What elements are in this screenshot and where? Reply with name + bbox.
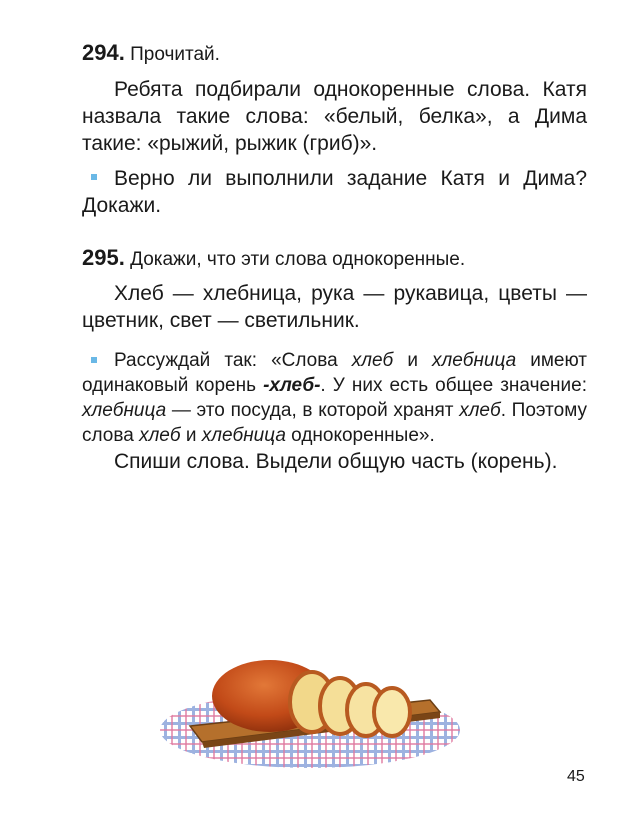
reasoning-text: имеют одинаковый корень <box>82 350 588 396</box>
reasoning-text: и <box>393 350 433 371</box>
example-word: хлебница <box>432 350 517 371</box>
exercise-295-final-task: Спиши слова. Выдели общую часть (корень). <box>114 450 558 473</box>
bullet-icon <box>91 357 97 363</box>
exercise-number: 294. <box>82 40 125 65</box>
example-word: хлеб <box>139 425 181 446</box>
example-word: хлебница <box>82 400 167 421</box>
example-word: хлебница <box>201 425 286 446</box>
root-word: -хлеб- <box>263 375 321 396</box>
bread-illustration <box>150 638 470 773</box>
exercise-294-text: Ребята подбирали однокоренные слова. Катя назвала такие слова: «белый, белка», а Дима такие: «рыжий, рыжик (гриб)». <box>82 78 587 155</box>
exercise-instruction: Прочитай. <box>130 44 220 65</box>
page-number: 45 <box>567 768 585 785</box>
bread-slice <box>374 688 410 736</box>
reasoning-text: однокоренные». <box>285 425 435 446</box>
task-text: Верно ли выполнили задание Катя и Дима? Докажи. <box>82 167 587 217</box>
exercise-294-heading <box>82 40 587 68</box>
exercise-number: 295. <box>82 245 125 270</box>
example-word: хлеб <box>459 400 501 421</box>
exercise-295-heading <box>82 245 587 272</box>
example-word: хлеб <box>351 350 394 371</box>
exercise-294-task <box>82 165 587 219</box>
reasoning-text: и <box>180 425 202 446</box>
exercise-295-words: Хлеб — хлебница, рука — рукавица, цветы — цветник, свет — светильник. <box>82 282 587 332</box>
textbook-page <box>82 40 587 475</box>
bullet-icon <box>91 174 97 180</box>
reasoning-text: . У них есть общее значение: <box>320 375 587 396</box>
reasoning-text: Рассуждай так: «Слова <box>114 350 352 371</box>
exercise-instruction: Докажи, что эти слова однокоренные. <box>130 249 466 270</box>
exercise-295-reasoning <box>82 348 587 448</box>
reasoning-text: . Поэтому слова <box>82 400 587 446</box>
reasoning-text: — это посуда, в которой хранят <box>166 400 460 421</box>
